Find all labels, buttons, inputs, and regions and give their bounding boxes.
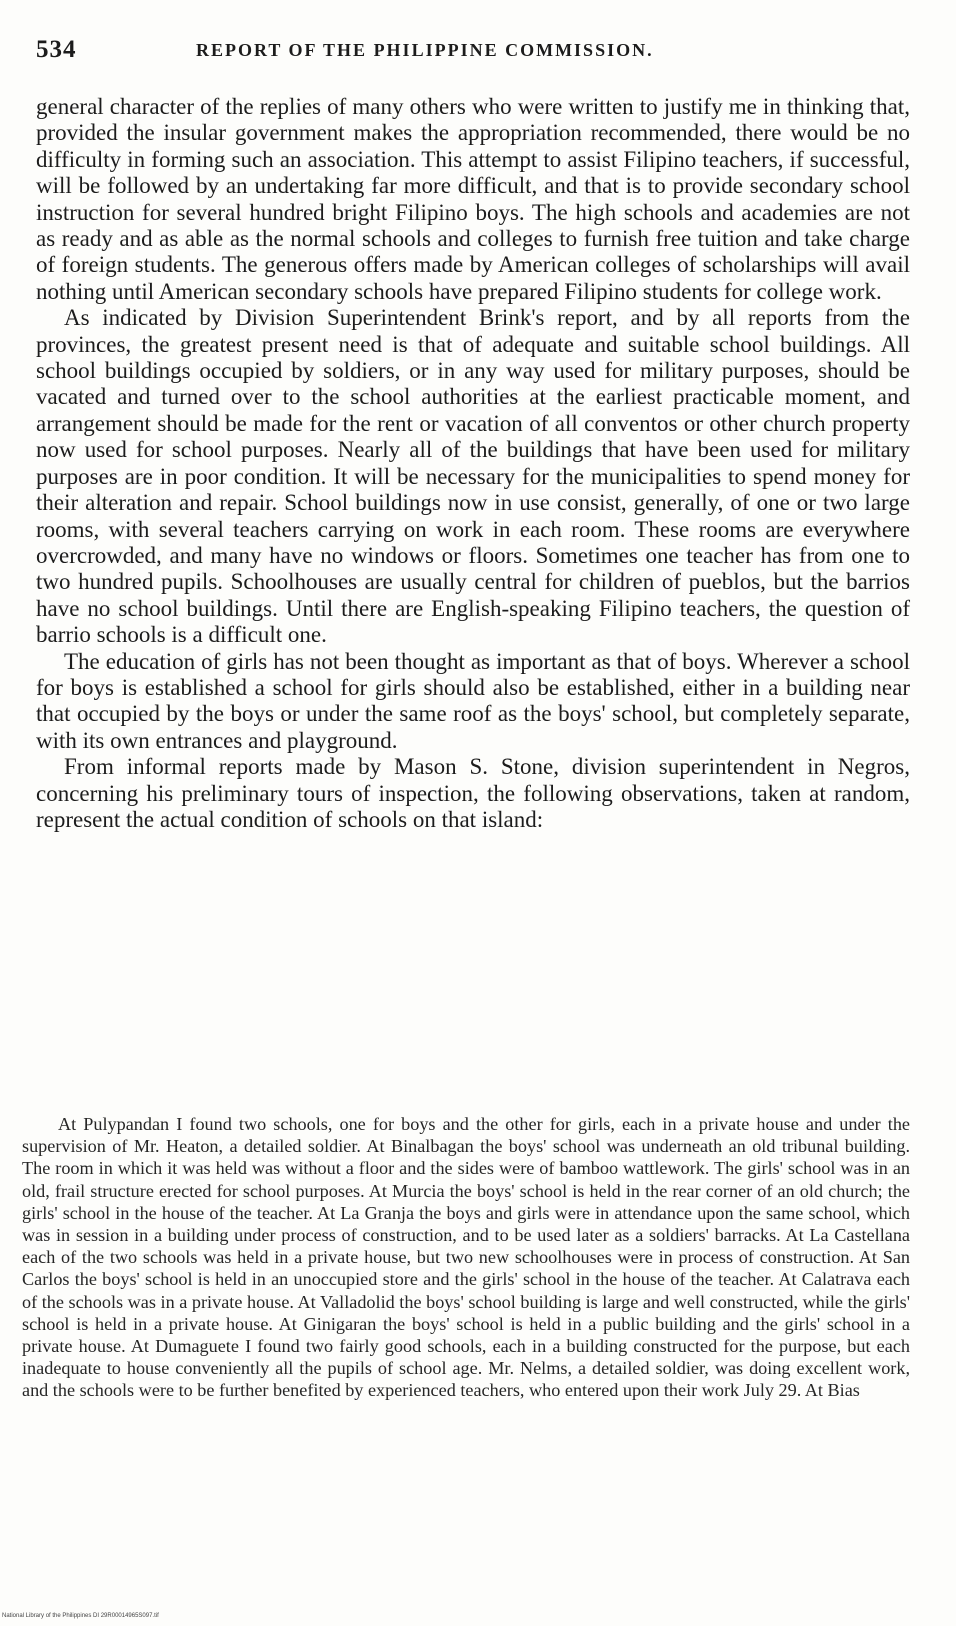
page-number: 534 [36, 36, 77, 63]
paragraph-education-of-girls: The education of girls has not been thought as important as that of boys. Wherever a school for boys is established a school for girls should also be established, either in a building near that occupied by the boys or under the same roof as the boys' school, but completely separate, with its own entrances and playground. [36, 648, 910, 753]
scan-footer-note: National Library of the Philippines DI 29R00014965S097.tif [2, 1613, 159, 1619]
paragraph-continued: general character of the replies of many others who were written to justify me in thinking that, provided the insular government makes the appropriation recommended, there would be no difficulty in forming such an association. This attempt to assist Filipino teachers, if successful, will be followed by an undertaking far more difficult, and that is to provide secondary school instruction for several hundred bright Filipino boys. The high schools and academies are not as ready and as able as the normal schools and colleges to furnish free tuition and take charge of foreign students. The generous offers made by American colleges of scholarships will avail nothing until American secondary schools have prepared Filipino students for college work. [36, 94, 910, 304]
running-head: REPORT OF THE PHILIPPINE COMMISSION. [196, 40, 654, 60]
block-quote-negros-observations: At Pulypandan I found two schools, one for boys and the other for girls, each in a private house and under the supervision of Mr. Heaton, a detailed soldier. At Binalbagan the boys' school was underneath an old tribunal building. The room in which it was held was without a floor and the sides were of bamboo wattlework. The girls' school was in an old, frail structure erected for school purposes. At Murcia the boys' school is held in the rear corner of an old church; the girls' school in the house of the teacher. At La Granja the boys and girls were in attendance upon the same school, which was in session in a building under process of construction, and to be used later as a soldiers' barracks. At La Castellana each of the two schools was held in a private house, but two new schoolhouses were in process of construction. At San Carlos the boys' school is held in an unoccupied store and the girls' school in the house of the teacher. At Calatrava each of the schools was in a private house. At Valladolid the boys' school building is large and well constructed, while the girls' school is held in a private house. At Ginigaran the boys' school is held in a public building and the girls' school in a private house. At Dumaguete I found two fairly good schools, each in a building constructed for the purpose, but each inadequate to house conveniently all the pupils of school age. Mr. Nelms, a detailed soldier, was doing excellent work, and the schools were to be further benefited by experienced teachers, who entered upon their work July 29. At Bias [22, 1114, 910, 1401]
page-header [36, 36, 906, 70]
paragraph-school-buildings: As indicated by Division Superintendent Brink's report, and by all reports from the provinces, the greatest present need is that of adequate and suitable school buildings. All school buildings occupied by soldiers, or in any way used for military purposes, should be vacated and turned over to the school authorities at the earliest practicable moment, and arrangement should be made for the rent or vacation of all conventos or other church property now used for school purposes. Nearly all of the buildings that have been used for military purposes are in poor condition. It will be necessary for the municipalities to spend money for their alteration and repair. School buildings now in use consist, generally, of one or two large rooms, with several teachers carrying on work in each room. These rooms are everywhere overcrowded, and many have no windows or floors. Sometimes one teacher has from one to two hundred pupils. Schoolhouses are usually central for children of pueblos, but the barrios have no school buildings. Until there are English-speaking Filipino teachers, the question of barrio schools is a difficult one. [36, 305, 910, 648]
paragraph-negros-reports: From informal reports made by Mason S. Stone, division superintendent in Negros, concerning his preliminary tours of inspection, the following observations, taken at random, represent the actual condition of schools on that island: [36, 754, 910, 832]
body-text [36, 94, 910, 833]
